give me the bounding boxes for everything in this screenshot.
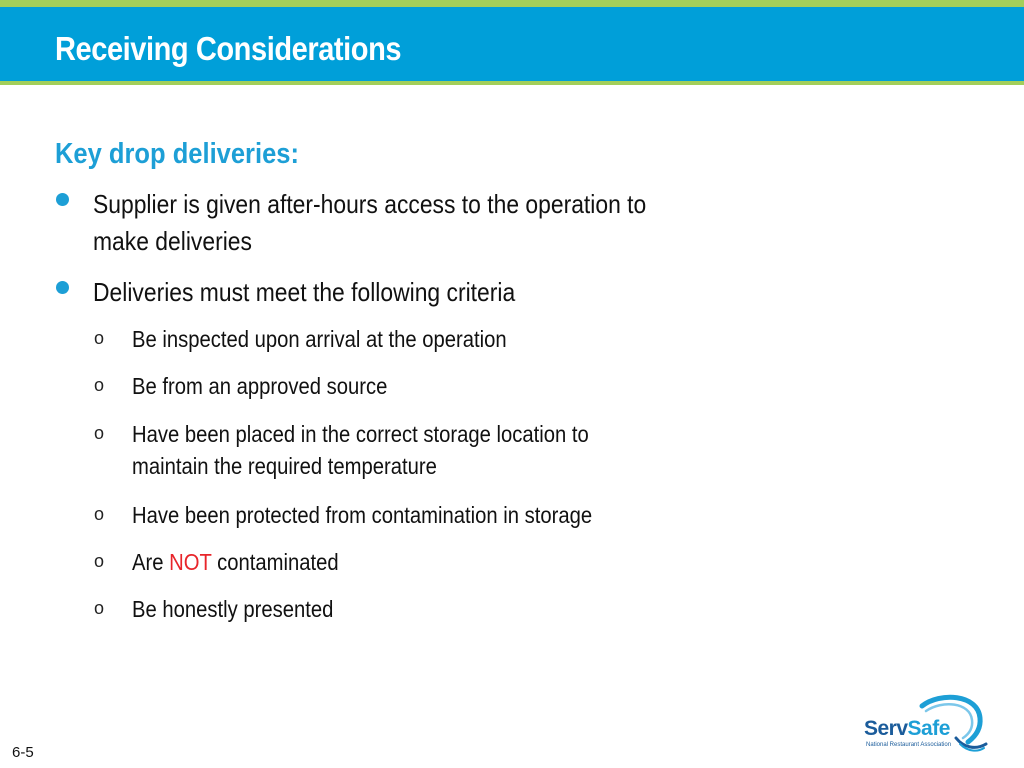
bullet-item: Deliveries must meet the following criteria — [93, 277, 516, 307]
sub-bullet-item: Be from an approved source — [132, 373, 388, 399]
sub-bullet-text-post: contaminated — [211, 549, 339, 575]
sub-bullet-marker: o — [94, 328, 105, 348]
logo-word-safe: Safe — [907, 717, 950, 740]
sub-bullet-item — [132, 546, 669, 578]
sub-bullet-item: Be inspected upon arrival at the operation — [132, 326, 507, 352]
sub-bullet-marker: o — [94, 551, 105, 571]
bullet-dot-icon — [56, 193, 69, 206]
bullet-dot-icon — [56, 281, 69, 294]
servsafe-logo — [860, 692, 995, 758]
sub-bullet-item: Be honestly presented — [132, 596, 334, 622]
bullet-item: Supplier is given after-hours access to the operation to make deliveries — [93, 189, 647, 256]
sub-bullet-marker: o — [94, 423, 105, 443]
emphasis-not: NOT — [169, 549, 212, 575]
logo-word-serv: Serv — [864, 717, 908, 740]
sub-bullet-marker: o — [94, 375, 105, 395]
sub-bullet-item: Have been protected from contamination in storage — [132, 502, 593, 528]
sub-bullet-marker: o — [94, 598, 105, 618]
slide-number: 6-5 — [12, 744, 34, 761]
sub-bullet-text-pre: Are — [132, 549, 170, 575]
sub-bullet-item: Have been placed in the correct storage location to maintain the required temperature — [132, 421, 589, 479]
sub-bullet-marker: o — [94, 504, 105, 524]
logo-tagline: National Restaurant Association — [866, 742, 952, 748]
slide-title: Receiving Considerations — [55, 30, 402, 67]
subheading: Key drop deliveries: — [55, 138, 299, 170]
logo-wordmark — [864, 717, 950, 741]
